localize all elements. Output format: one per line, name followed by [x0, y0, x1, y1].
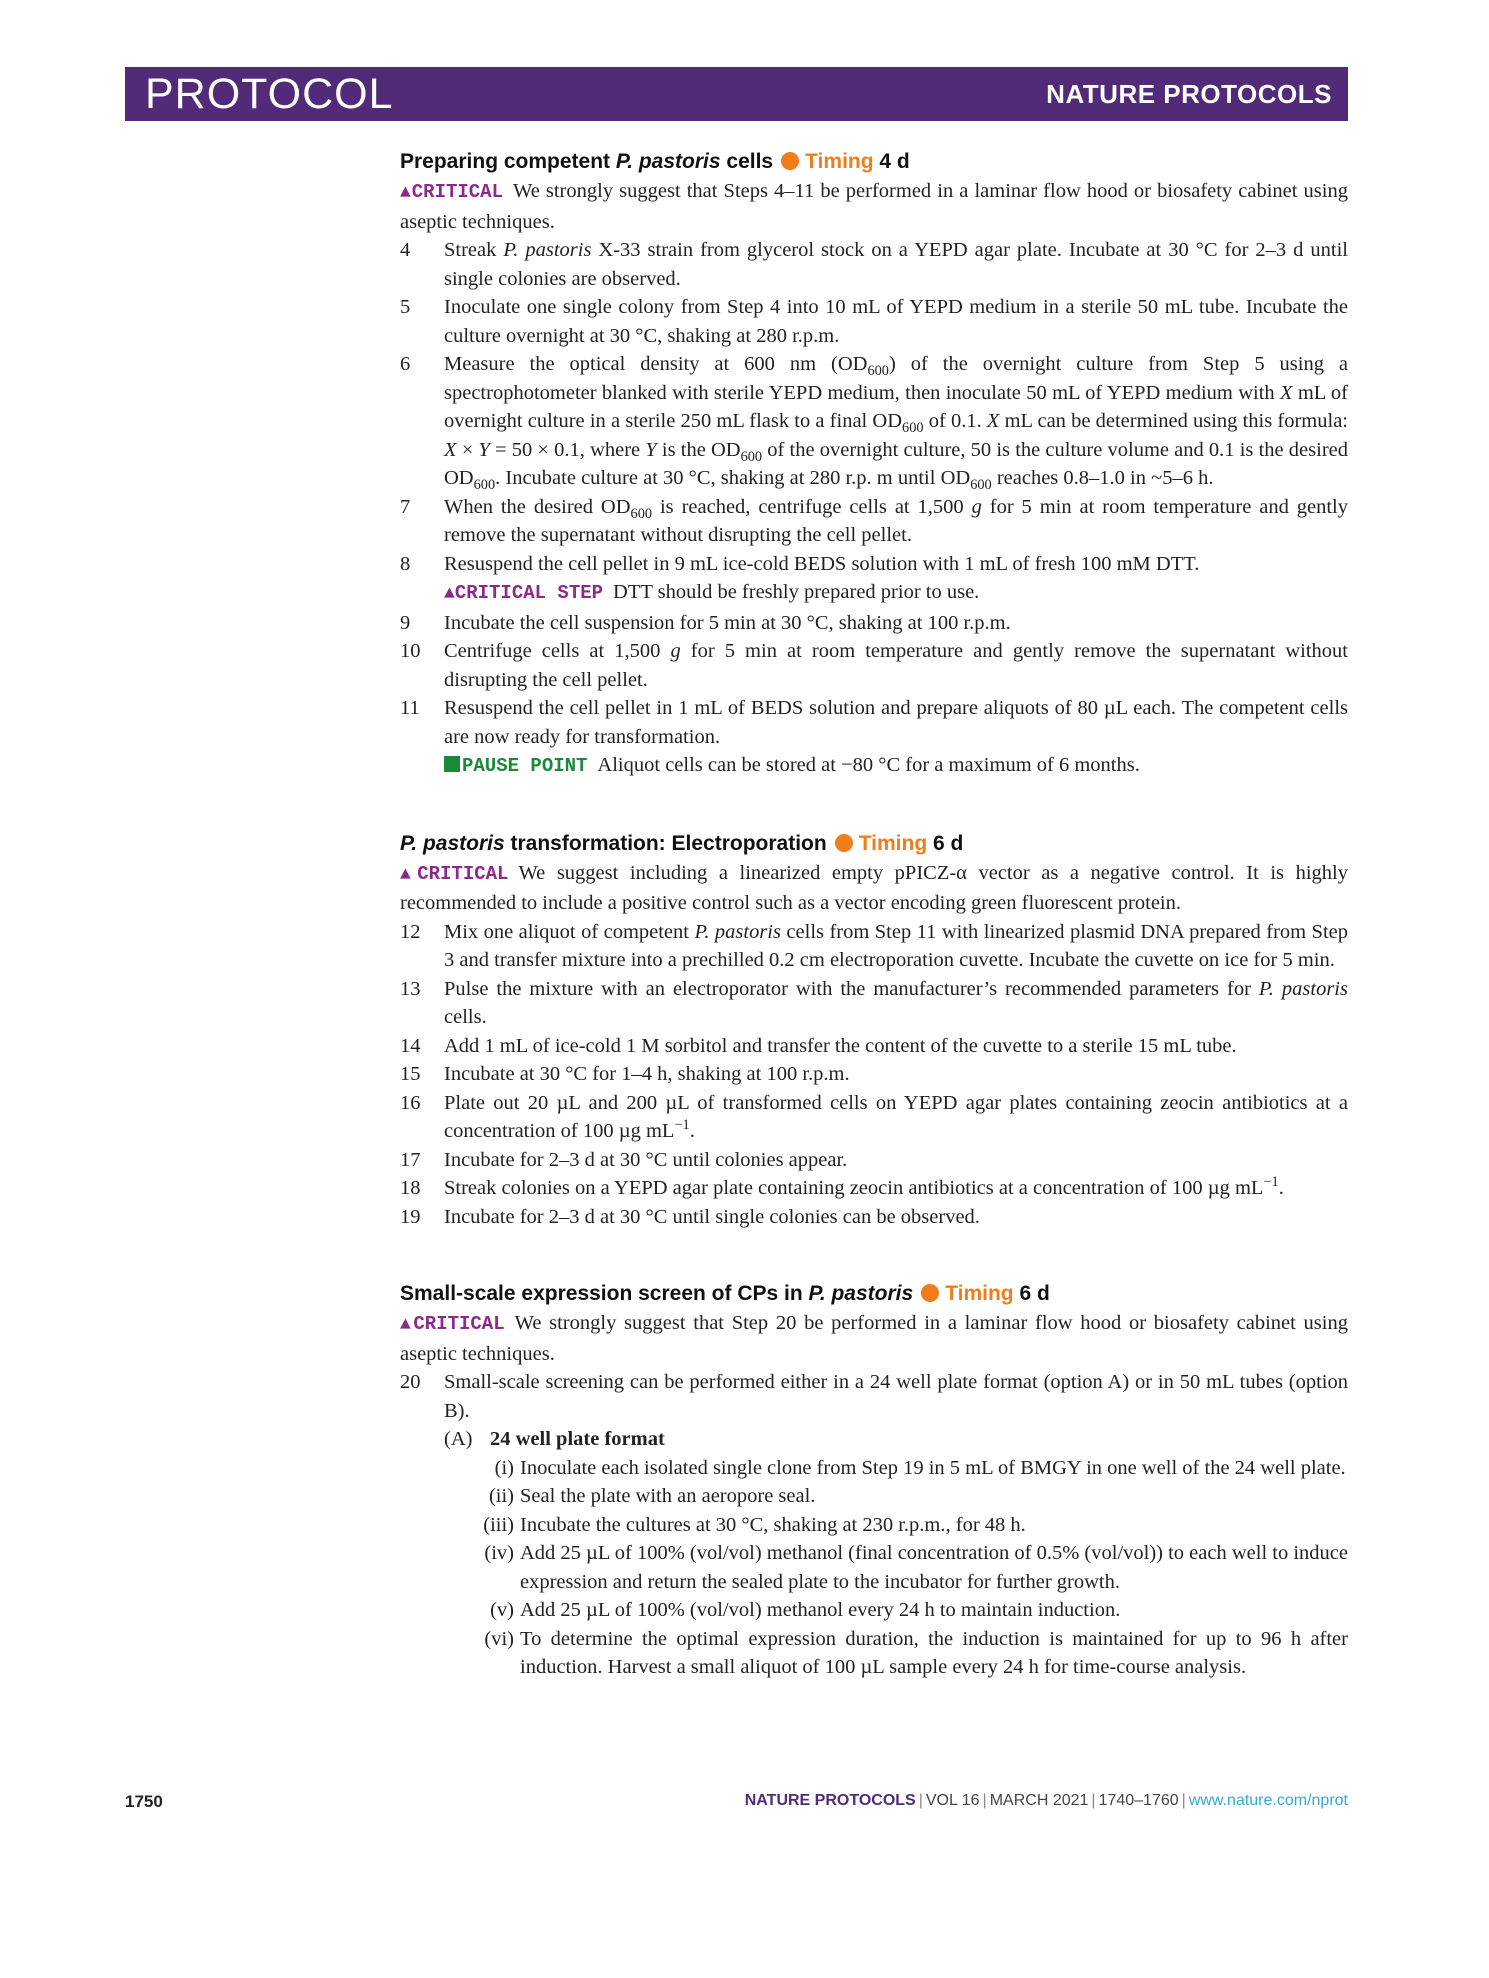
triangle-icon: ▲ — [444, 584, 455, 604]
sub-step: (ii) Seal the plate with an aeropore seal. — [488, 1485, 816, 1507]
step: 12 Mix one aliquot of competent P. pastoris cells from Step 11 with linearized plasmid DNA prepared from Step 3 and transfer mixture into a prechilled 0.2 cm electroporation cuvette. Incubate the cuvette on ice for 5 min. — [400, 920, 1349, 971]
step: 8 Resuspend the cell pellet in 9 mL ice-cold BEDS solution with 1 mL of fresh 100 mM DTT. ▲CRITICAL STEP DTT should be freshly prepared prior to use. — [400, 552, 1200, 604]
critical-tag: ▲CRITICAL — [400, 181, 503, 203]
step: 19 Incubate for 2–3 d at 30 °C until single colonies can be observed. — [400, 1205, 980, 1228]
step: 18 Streak colonies on a YEPD agar plate containing zeocin antibiotics at a concentration of 100 µg $mL^{-1}$. — [400, 1174, 1284, 1199]
article-type-label: PROTOCOL — [145, 69, 394, 118]
step: 10 Centrifuge cells at 1,500 g for 5 min at room temperature and gently remove the supernatant without disrupting the cell pellet. — [400, 640, 1349, 691]
main-content — [400, 147, 1348, 1682]
triangle-icon: ▲ — [400, 1315, 414, 1335]
step: 16 Plate out 20 µL and 200 µL of transformed cells on YEPD agar plates containing zeocin antibiotics at a concentration of 100 µg $mL^{-1}$. — [400, 1091, 1348, 1142]
sub-step: (v) Add 25 µL of 100% (vol/vol) methanol every 24 h to maintain induction. — [490, 1599, 1121, 1621]
section-heading: P. pastoris transformation: Electroporation Timing 6 d — [400, 831, 964, 855]
triangle-icon: ▲ — [400, 864, 418, 885]
step: 17 Incubate for 2–3 d at 30 °C until colonies appear. — [400, 1148, 848, 1171]
sub-step: (vi) To determine the optimal expression duration, the induction is maintained for up to 96 h after induction. Harvest a small aliquot of 100 µL sample every 24 h for time-course analysis. — [484, 1627, 1348, 1678]
step: 11 Resuspend the cell pellet in 1 mL of BEDS solution and prepare aliquots of 80 µL each. The competent cells are now ready for transformation. PAUSE POINT Aliquot cells can be stored at −80 °C for a maximum of 6 months. — [400, 697, 1348, 777]
journal-link[interactable]: www.nature.com/nprot — [1188, 1792, 1348, 1809]
step: 20 Small-scale screening can be performed either in a 24 well plate format (option A) or in 50 mL tubes (option B). — [400, 1371, 1348, 1422]
step: 7 When the desired $OD_{600}$ is reached, centrifuge cells at 1,500 g for 5 min at room temperature and gently remove the supernatant without disrupting the cell pellet. — [400, 495, 1348, 546]
timing-value: 4 d — [879, 150, 910, 173]
timing-dot-icon — [835, 834, 853, 852]
journal-name: NATURE PROTOCOLS — [1046, 78, 1332, 109]
page-number: 1750 — [125, 1792, 163, 1811]
step: 5 Inoculate one single colony from Step 4 into 10 mL of YEPD medium in a sterile 50 mL tube. Incubate the culture overnight at 30 °C, shaking at 280 r.p.m. — [400, 296, 1348, 347]
section-heading: Preparing competent P. pastoris cells Timing 4 d — [400, 150, 910, 173]
pause-square-icon — [444, 756, 460, 772]
timing-dot-icon — [921, 1284, 939, 1302]
critical-tag: ▲CRITICAL — [400, 862, 509, 885]
critical-tag: ▲CRITICAL — [400, 1313, 505, 1335]
step: 13 Pulse the mixture with an electroporator with the manufacturer’s recommended parameters for P. pastoris cells. — [400, 977, 1348, 1028]
critical-note: ▲CRITICAL We strongly suggest that Step 20 be performed in a laminar flow hood or biosafety cabinet using aseptic techniques. — [400, 1312, 1348, 1365]
header-banner — [125, 67, 1348, 121]
sub-step: (iv) Add 25 µL of 100% (vol/vol) methanol (final concentration of 0.5% (vol/vol)) to each well to induce expression and return the sealed plate to the incubator for further growth. — [484, 1542, 1348, 1593]
sub-step: (i) Inoculate each isolated single clone from Step 19 in 5 mL of BMGY in one well of the 24 well plate. — [494, 1456, 1346, 1479]
step: 6 Measure the optical density at 600 nm $(OD_{600})$ of the overnight culture from Step 5 using a spectrophotometer blanked with sterile YEPD medium, then inoculate 50 mL of YEPD medium with X mL of overnight culture in a sterile 250 mL flask to a final $OD_{600}$ of 0.1. X mL can be determined using this formula: X × Y = 50 × 0.1, where Y is the $OD_{600}$ of the overnight culture, 50 is the culture volume and 0.1 is the desired $OD_{600}$. Incubate culture at 30 °C, shaking at 280 r.p. m until $OD_{600}$ reaches 0.8–1.0 in ~5–6 h. — [400, 353, 1348, 494]
footer-citation: NATURE PROTOCOLS | VOL 16 | MARCH 2021 | 1740–1760 | www.nature.com/nprot — [744, 1792, 1348, 1809]
timing-value: 6 d — [1019, 1282, 1050, 1305]
timing-value: 6 d — [933, 831, 964, 855]
step: 4 Streak P. pastoris X-33 strain from glycerol stock on a YEPD agar plate. Incubate at 30 °C for 2–3 d until single colonies are observed. — [400, 239, 1348, 290]
timing-dot-icon — [781, 152, 799, 170]
critical-step-tag: ▲CRITICAL STEP — [444, 582, 604, 604]
critical-note: ▲CRITICAL We suggest including a linearized empty pPICZ-α vector as a negative control. It is highly recommended to include a positive control such as a vector encoding green fluorescent protein. — [400, 861, 1348, 914]
step: 14 Add 1 mL of ice-cold 1 M sorbitol and transfer the content of the cuvette to a sterile 15 mL tube. — [400, 1034, 1237, 1057]
sub-step: (iii) Incubate the cultures at 30 °C, shaking at 230 r.p.m., for 48 h. — [483, 1513, 1026, 1536]
step: 9 Incubate the cell suspension for 5 min at 30 °C, shaking at 100 r.p.m. — [400, 611, 1011, 634]
step: 15 Incubate at 30 °C for 1–4 h, shaking at 100 r.p.m. — [400, 1063, 850, 1085]
triangle-icon: ▲ — [400, 183, 412, 203]
option-heading: (A) 24 well plate format — [444, 1428, 665, 1450]
critical-note: ▲CRITICAL We strongly suggest that Steps 4–11 be performed in a laminar flow hood or biosafety cabinet using aseptic techniques. — [400, 180, 1348, 233]
section-heading: Small-scale expression screen of CPs in P. pastoris Timing 6 d — [400, 1282, 1050, 1305]
pause-point-tag: PAUSE POINT — [444, 755, 587, 777]
